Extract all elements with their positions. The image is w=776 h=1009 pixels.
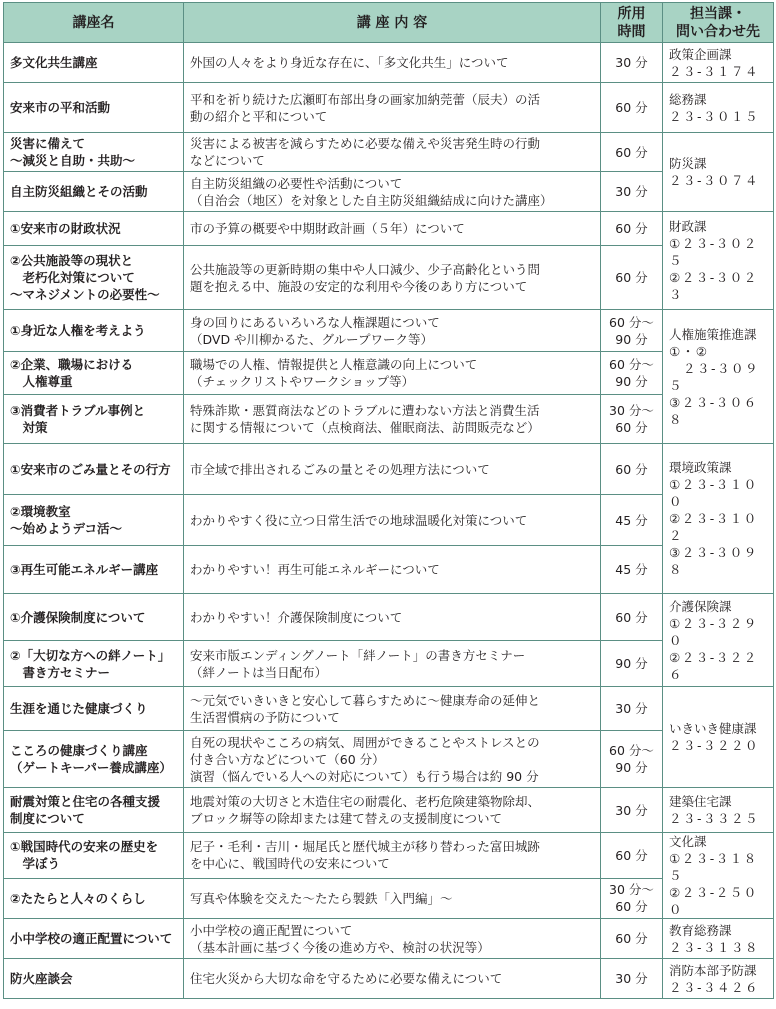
course-content: 安来市版エンディングノート「絆ノート」の書き方セミナー （絆ノートは当日配布） [184,641,601,687]
header-content: 講 座 内 容 [184,3,601,43]
header-contact: 担当課・ 問い合わせ先 [663,3,774,43]
course-content: 市全域で排出されるごみの量とその処理方法について [184,444,601,495]
course-content: わかりやすく役に立つ日常生活での地球温暖化対策について [184,495,601,546]
course-name: ②「大切な方への絆ノート」 書き方セミナー [4,641,184,687]
course-time: 60 分 [601,444,663,495]
course-time: 60 分〜 90 分 [601,352,663,395]
course-name: ①介護保険制度について [4,594,184,641]
table-row [4,594,774,641]
department-contact: 環境政策課 ①２３-３１００ ②２３-３１０２ ③２３-３０９８ [663,444,774,594]
course-name: ①戦国時代の安来の歴史を 学ぼう [4,833,184,879]
course-name: 自主防災組織とその活動 [4,172,184,212]
table-row [4,43,774,83]
course-name: ②企業、職場における 人権尊重 [4,352,184,395]
course-name: ①身近な人権を考えよう [4,310,184,352]
table-row [4,310,774,352]
course-name: 防火座談会 [4,959,184,999]
course-time: 30 分 [601,687,663,731]
course-time: 30 分〜 60 分 [601,878,663,918]
course-time: 30 分〜 60 分 [601,395,663,444]
department-contact: 消防本部予防課 ２３-３４２６ [663,959,774,999]
course-name: 小中学校の適正配置について [4,919,184,959]
course-content: 〜元気でいきいきと安心して暮らすために〜健康寿命の延伸と 生活習慣病の予防について [184,687,601,731]
table-row [4,878,774,918]
course-time: 60 分 [601,212,663,246]
department-contact: 人権施策推進課 ①・② ２３-３０９５ ③２３-３０６８ [663,310,774,444]
course-time: 30 分 [601,959,663,999]
header-name: 講座名 [4,3,184,43]
course-time: 60 分 [601,919,663,959]
table-row [4,919,774,959]
table-row [4,959,774,999]
course-name: ②環境教室 〜始めようデコ活〜 [4,495,184,546]
course-content: 写真や体験を交えた〜たたら製鉄「入門編」〜 [184,878,601,918]
course-time: 60 分 [601,246,663,310]
course-content: 尼子・毛利・吉川・堀尾氏と歴代城主が移り替わった富田城跡 を中心に、戦国時代の安来について [184,833,601,879]
course-name: ②たたらと人々のくらし [4,878,184,918]
course-time: 90 分 [601,641,663,687]
table-row [4,212,774,246]
department-contact: 財政課 ①２３-３０２５ ②２３-３０２３ [663,212,774,310]
course-name: 耐震対策と住宅の各種支援 制度について [4,788,184,833]
course-table [3,2,774,999]
department-contact: 建築住宅課 ２３-３３２５ [663,788,774,833]
department-contact: 総務課 ２３-３０１５ [663,83,774,133]
table-row [4,172,774,212]
course-time: 45 分 [601,546,663,594]
table-row [4,246,774,310]
department-contact: 介護保険課 ①２３-３２９０ ②２３-３２２６ [663,594,774,687]
course-content: わかりやすい！介護保険制度について [184,594,601,641]
course-content: 住宅火災から大切な命を守るために必要な備えについて [184,959,601,999]
course-time: 60 分 [601,133,663,172]
course-name: 安来市の平和活動 [4,83,184,133]
department-contact: 防災課 ２３-３０７４ [663,133,774,212]
course-content: 特殊詐欺・悪質商法などのトラブルに遭わない方法と消費生活 に関する情報について（点検商法、催眠商法、訪問販売など） [184,395,601,444]
table-row [4,444,774,495]
course-name: 生涯を通じた健康づくり [4,687,184,731]
department-contact: 文化課 ①２３-３１８５ ②２３-２５００ [663,833,774,919]
course-name: ①安来市の財政状況 [4,212,184,246]
table-row [4,495,774,546]
course-name: こころの健康づくり講座 （ゲートキーパー養成講座） [4,731,184,788]
course-time: 60 分〜 90 分 [601,310,663,352]
table-row [4,788,774,833]
course-name: 多文化共生講座 [4,43,184,83]
course-content: 公共施設等の更新時期の集中や人口減少、少子高齢化という問 題を抱える中、施設の安定的な利用や今後のあり方について [184,246,601,310]
table-row [4,83,774,133]
table-row [4,687,774,731]
course-time: 30 分 [601,788,663,833]
course-content: 自死の現状やこころの病気、周囲ができることやストレスとの 付き合い方などについて（60 分） 演習（悩んでいる人への対応について）も行う場合は約 90 分 [184,731,601,788]
table-row [4,546,774,594]
table-row [4,395,774,444]
course-time: 30 分 [601,172,663,212]
course-name: ③消費者トラブル事例と 対策 [4,395,184,444]
course-content: 地震対策の大切さと木造住宅の耐震化、老朽危険建築物除却、 ブロック塀等の除却または建て替えの支援制度について [184,788,601,833]
course-time: 45 分 [601,495,663,546]
table-row [4,352,774,395]
course-content: 自主防災組織の必要性や活動について （自治会（地区）を対象とした自主防災組織結成に向けた講座） [184,172,601,212]
course-content: わかりやすい！再生可能エネルギーについて [184,546,601,594]
course-time: 60 分 [601,83,663,133]
course-content: 災害による被害を減らすために必要な備えや災害発生時の行動 などについて [184,133,601,172]
course-time: 30 分 [601,43,663,83]
course-content: 身の回りにあるいろいろな人権課題について （DVD や川柳かるた、グループワーク等） [184,310,601,352]
course-content: 平和を祈り続けた広瀬町布部出身の画家加納莞蕾（辰夫）の活 動の紹介と平和について [184,83,601,133]
course-content: 小中学校の適正配置について （基本計画に基づく今後の進め方や、検討の状況等） [184,919,601,959]
course-name: ③再生可能エネルギー講座 [4,546,184,594]
course-content: 職場での人権、情報提供と人権意識の向上について （チェックリストやワークショップ等） [184,352,601,395]
department-contact: いきいき健康課 ２３-３２２０ [663,687,774,788]
course-content: 外国の人々をより身近な存在に、「多文化共生」について [184,43,601,83]
table-row [4,833,774,879]
table-row [4,133,774,172]
department-contact: 政策企画課 ２３-３１７４ [663,43,774,83]
course-name: ②公共施設等の現状と 老朽化対策について 〜マネジメントの必要性〜 [4,246,184,310]
department-contact: 教育総務課 ２３-３１３８ [663,919,774,959]
header-time: 所用 時間 [601,3,663,43]
course-name: ①安来市のごみ量とその行方 [4,444,184,495]
course-time: 60 分〜 90 分 [601,731,663,788]
table-row [4,641,774,687]
course-time: 60 分 [601,594,663,641]
course-time: 60 分 [601,833,663,879]
course-content: 市の予算の概要や中期財政計画（５年）について [184,212,601,246]
course-name: 災害に備えて 〜減災と自助・共助〜 [4,133,184,172]
table-row [4,731,774,788]
